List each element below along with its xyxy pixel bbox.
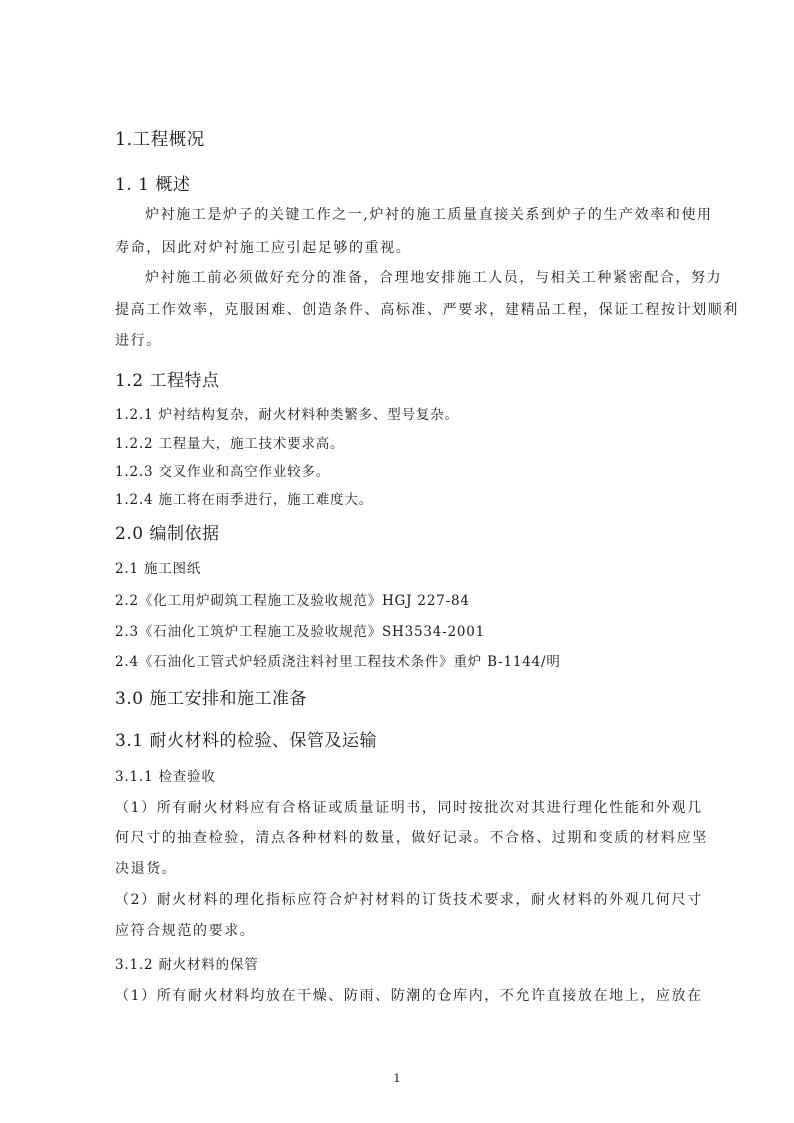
section-2-title: 2.0 编制依据 [115, 524, 220, 544]
paragraph-2-line-2: 提高工作效率，克服困难、创造条件、高标准、严要求，建精品工程，保证工程按计划顺利 [115, 302, 739, 318]
item-1-line-3: 决退货。 [115, 861, 178, 877]
section-3-1-title: 3.1 耐火材料的检验、保管及运输 [115, 731, 377, 751]
paragraph-2-line-3: 进行。 [115, 333, 162, 349]
section-1-1-title: 1. 1 概述 [115, 175, 191, 195]
section-3-title: 3.0 施工安排和施工准备 [115, 689, 307, 709]
paragraph-2-line-1: 炉衬施工前必须做好充分的准备，合理地安排施工人员，与相关工种紧密配合，努力 [145, 270, 723, 286]
section-1-2-title: 1.2 工程特点 [115, 371, 220, 391]
paragraph-1-line-2: 寿命，因此对炉衬施工应引起足够的重视。 [115, 240, 412, 256]
paragraph-1-line-1: 炉衬施工是炉子的关键工作之一,炉衬的施工质量直接关系到炉子的生产效率和使用 [145, 207, 713, 223]
feature-item: 1.2.2 工程量大，施工技术要求高。 [115, 436, 345, 452]
section-3-1-1-title: 3.1.1 检查验收 [115, 769, 216, 785]
item-3-line-1: （1）所有耐火材料均放在干燥、防雨、防潮的仓库内，不允许直接放在地上，应放在 [115, 988, 703, 1004]
section-3-1-2-title: 3.1.2 耐火材料的保管 [115, 957, 259, 973]
feature-item: 1.2.1 炉衬结构复杂，耐火材料种类繁多、型号复杂。 [115, 407, 459, 423]
feature-item: 1.2.3 交叉作业和高空作业较多。 [115, 464, 331, 480]
section-1-title: 1.工程概况 [115, 130, 205, 150]
reference-item: 2.3《石油化工筑炉工程施工及验收规范》SH3534-2001 [115, 624, 486, 640]
reference-item: 2.1 施工图纸 [115, 561, 202, 577]
page-number: 1 [393, 1072, 401, 1085]
item-2-line-2: 应符合规范的要求。 [115, 923, 256, 939]
item-1-line-2: 何尺寸的抽查检验，清点各种材料的数量，做好记录。不合格、过期和变质的材料应坚 [115, 830, 708, 846]
item-2-line-1: （2）耐火材料的理化指标应符合炉衬材料的订货技术要求，耐火材料的外观几何尺寸 [115, 892, 703, 908]
reference-item: 2.4《石油化工管式炉轻质浇注料衬里工程技术条件》重炉 B-1144/明 [115, 654, 561, 670]
item-1-line-1: （1）所有耐火材料应有合格证或质量证明书，同时按批次对其进行理化性能和外观几 [115, 800, 703, 816]
reference-item: 2.2《化工用炉砌筑工程施工及验收规范》HGJ 227-84 [115, 593, 470, 609]
feature-item: 1.2.4 施工将在雨季进行，施工难度大。 [115, 492, 373, 508]
